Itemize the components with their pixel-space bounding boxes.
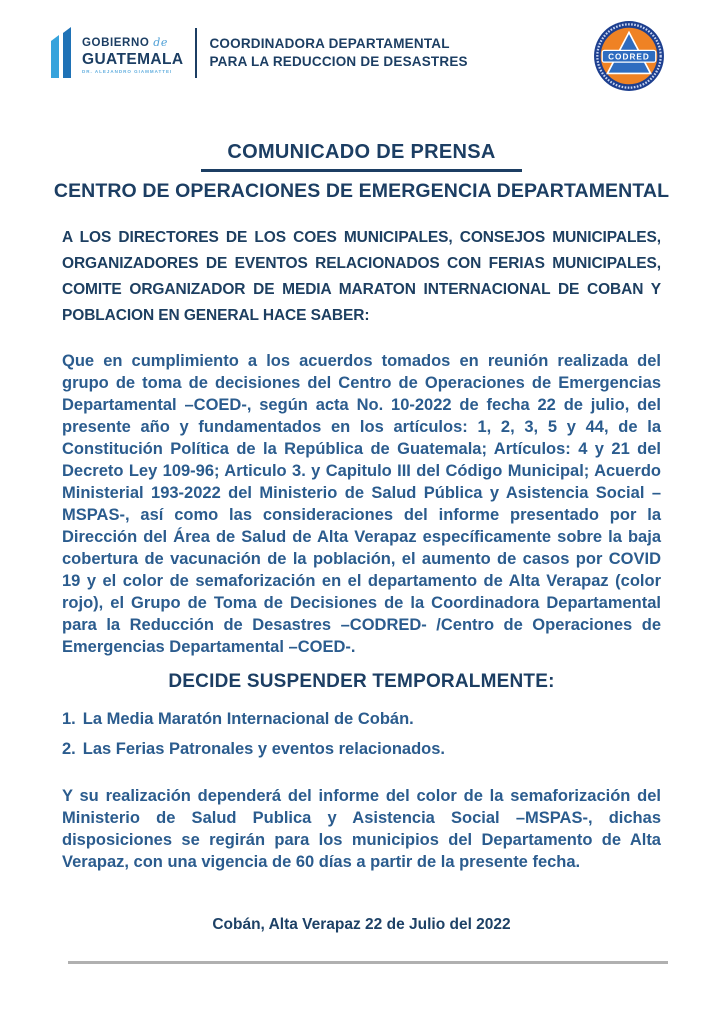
list-item-number: 1.: [62, 710, 76, 728]
addressees-paragraph: A LOS DIRECTORES DE LOS COES MUNICIPALES, CONSEJOS MUNICIPALES, ORGANIZADORES DE EVENTOS RELACIONADOS CON FERIAS MUNICIPALES, COMITE ORGANIZADOR DE MEDIA MARATON INTERNACIONAL DE COBAN Y POBLACION EN GENERAL HACE SABER:: [62, 229, 661, 324]
de-script-label: de: [153, 36, 168, 50]
main-body-paragraph: Que en cumplimiento a los acuerdos tomados en reunión realizada del grupo de toma de decisiones del Centro de Operaciones de Emergencias Departamental –COED-, según acta No. 10-2022 de fecha 22 de julio, del presente año y fundamentados en los artículos: 1, 2, 3, 5 y 44, de la Constitución Política de la República de Guatemala; Artículos: 4 y 21 del Decreto Ley 109-96; Articulo 3. y Capitulo III del Código Municipal; Acuerdo Ministerial 193-2022 del Ministerio de Salud Pública y Asistencia Social –MSPAS-, así como las consideraciones del informe presentado por la Dirección del Área de Salud de Alta Verapaz específicamente sobre la baja cobertura de vacunación de la población, el aumento de casos por COVID 19 y el color de semaforización en el departamento de Alta Verapaz (color rojo), el Grupo de Toma de Decisiones de la Coordinadora Departamental para la Reducción de Desastres –CODRED- /Centro de Operaciones de Emergencias Departamental –COED-.: [62, 352, 661, 656]
codred-seal-icon: [593, 20, 665, 92]
document-header: [0, 0, 723, 97]
document-body: [0, 225, 723, 873]
closing-paragraph: Y su realización dependerá del informe del color de la semaforización del Ministerio de Salud Publica y Asistencia Social –MSPAS-, dichas disposiciones se regirán para los municipios del Departamento de Alta Verapaz, con una vigencia de 60 días a partir de la presente fecha.: [62, 787, 661, 871]
gobierno-label: GOBIERNO: [82, 37, 150, 50]
header-divider: [195, 28, 197, 78]
list-item-number: 2.: [62, 740, 76, 758]
codred-logo: [593, 20, 665, 97]
list-item-text: Las Ferias Patronales y eventos relacionados.: [82, 740, 446, 758]
signature-line: [68, 961, 668, 964]
list-item-text: La Media Maratón Internacional de Cobán.: [82, 710, 414, 728]
gobierno-logo-bars-icon: [48, 24, 74, 78]
gobierno-logo-text: [82, 27, 183, 75]
list-item: [62, 708, 661, 730]
gobierno-tagline: DR. ALEJANDRO GIAMMATTEI: [82, 69, 173, 75]
codred-label: CODRED: [608, 52, 650, 62]
document-title: COMUNICADO DE PRENSA: [201, 141, 521, 172]
organization-title-line2: PARA LA REDUCCION DE DESASTRES: [209, 53, 468, 69]
gobierno-word: [82, 37, 183, 50]
dateline: Cobán, Alta Verapaz 22 de Julio del 2022: [212, 916, 511, 933]
decision-heading: DECIDE SUSPENDER TEMPORALMENTE:: [168, 671, 555, 692]
organization-title-line1: COORDINADORA DEPARTAMENTAL: [209, 36, 450, 51]
gobierno-guatemala-logo: [48, 24, 183, 78]
decision-list: [62, 708, 661, 760]
organization-title: [209, 24, 467, 70]
guatemala-label: GUATEMALA: [82, 50, 184, 68]
title-block: [0, 141, 723, 172]
document-subtitle: CENTRO DE OPERACIONES DE EMERGENCIA DEPARTAMENTAL: [53, 180, 670, 202]
list-item: [62, 738, 661, 760]
